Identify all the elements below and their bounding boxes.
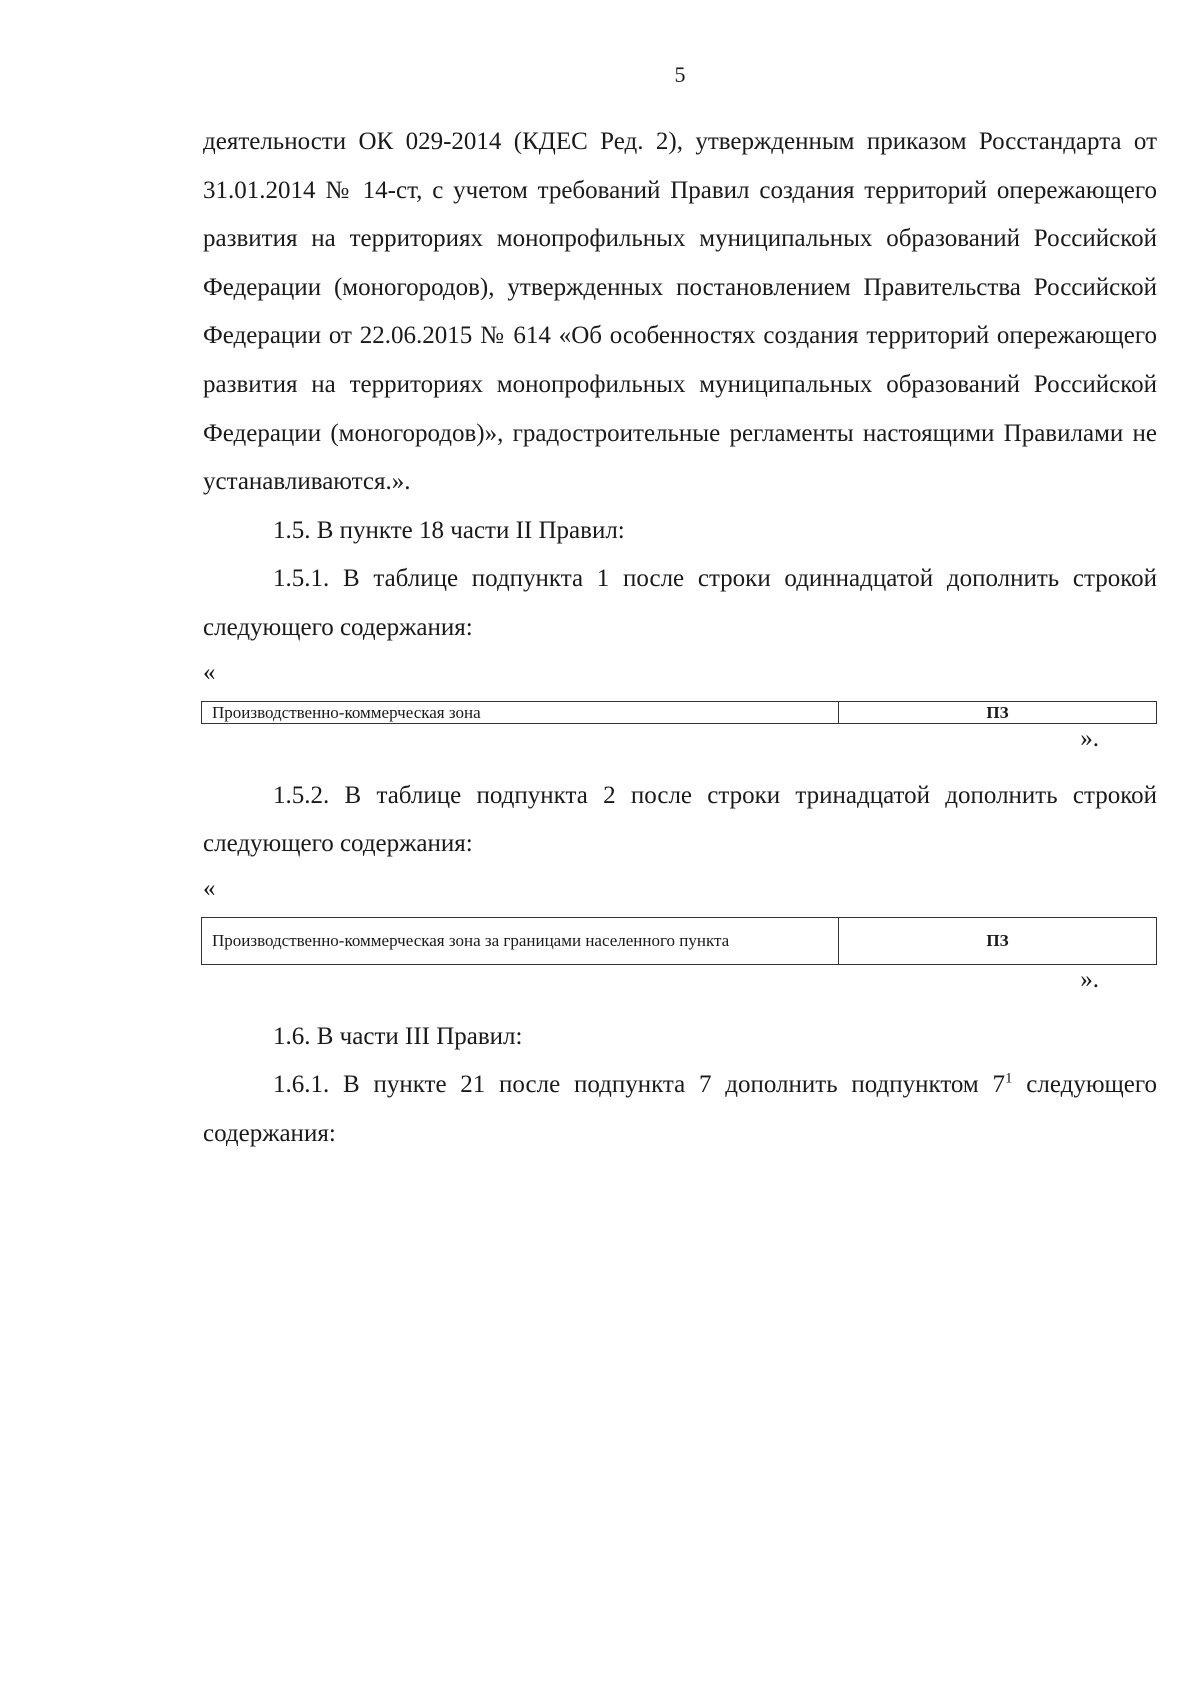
quote-close-mark: ». bbox=[1080, 965, 1099, 993]
zone-name-cell: Производственно-коммерческая зона bbox=[202, 701, 839, 723]
paragraph-1-6: 1.6. В части III Правил: bbox=[273, 1022, 523, 1050]
page-number: 5 bbox=[674, 62, 686, 87]
quote-open-mark: « bbox=[203, 874, 216, 902]
zone-code-cell: ПЗ bbox=[839, 701, 1157, 723]
zone-code-cell: ПЗ bbox=[839, 917, 1157, 964]
quote-close-mark: ». bbox=[1080, 724, 1099, 752]
paragraph-1-5: 1.5. В пункте 18 части II Правил: bbox=[273, 516, 625, 544]
zone-table-2 bbox=[201, 917, 1157, 965]
document-body bbox=[203, 118, 1157, 1159]
table-row bbox=[202, 701, 1157, 723]
paragraph-1-6-1 bbox=[203, 1061, 1157, 1158]
zone-table-1 bbox=[201, 701, 1157, 724]
paragraph-continuation: деятельности ОК 029-2014 (КДЕС Ред. 2), утвержденным приказом Росстандарта от 31.01.2014 № 14-ст, с учетом требований Правил создания территорий опережающего развития на территориях монопрофильных муниципальных образований Российской Федерации (моногородов), утвержденных постановлением Правительства Российской Федерации от 22.06.2015 № 614 «Об особенностях создания территорий опережающего развития на территориях монопрофильных муниципальных образований Российской Федерации (моногородов)», градостроительные регламенты настоящими Правилами не устанавливаются.». bbox=[203, 128, 1157, 496]
superscript-mark: 1 bbox=[1005, 1070, 1013, 1087]
zone-name-cell: Производственно-коммерческая зона за границами населенного пункта bbox=[202, 917, 839, 964]
paragraph-1-6-1-text: 1.6.1. В пункте 21 после подпункта 7 дополнить подпунктом 7 bbox=[273, 1071, 1006, 1099]
table-row bbox=[202, 917, 1157, 964]
paragraph-1-6-1-tail: следующего содержания: bbox=[203, 1071, 1157, 1147]
paragraph-1-5-1: 1.5.1. В таблице подпункта 1 после строки одиннадцатой дополнить строкой следующего содержания: bbox=[203, 565, 1157, 641]
paragraph-1-5-2: 1.5.2. В таблице подпункта 2 после строки тринадцатой дополнить строкой следующего содержания: bbox=[203, 781, 1157, 858]
quote-open-mark: « bbox=[203, 658, 216, 686]
